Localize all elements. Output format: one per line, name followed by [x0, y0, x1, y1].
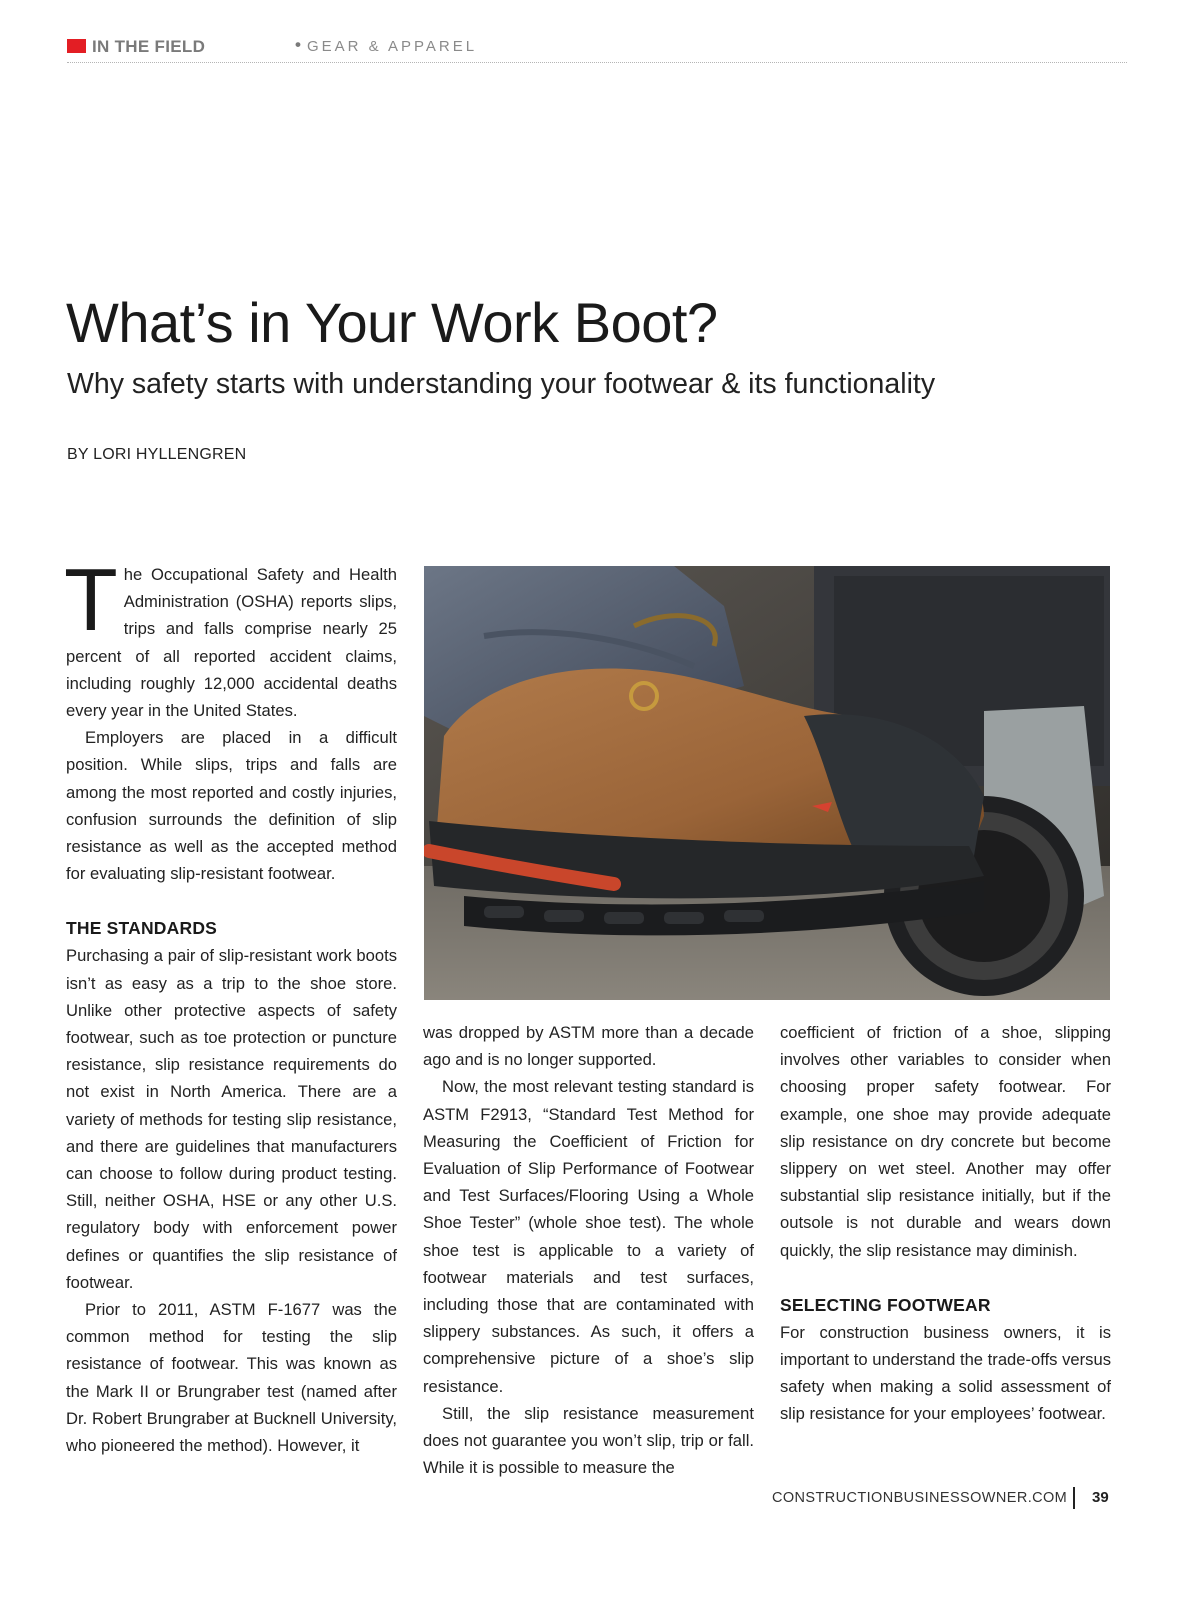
column-2 — [423, 1019, 754, 1481]
section-separator: • — [295, 35, 301, 54]
heading-the-standards: THE STANDARDS — [66, 918, 218, 939]
paragraph: Now, the most relevant testing standard is ASTM F2913, “Standard Test Method for Measuring the Coefficient of Friction for Evaluation of Slip Performance of Footwear and Test Surfaces/Flooring Using a Whole Shoe Tester” (whole shoe test). The whole shoe test is applicable to a variety of footwear materials and test surfaces, including those that are contaminated with slippery substances. As such, it offers a comprehensive picture of a shoe’s slip resistance. — [423, 1077, 754, 1396]
work-boot-icon — [424, 566, 1110, 1000]
article-title: What’s in Your Work Boot? — [66, 291, 718, 354]
column-1 — [64, 550, 397, 1459]
header-divider — [67, 62, 1127, 63]
article-subtitle: Why safety starts with understanding your footwear & its functionality — [67, 368, 936, 400]
footer-divider — [1073, 1487, 1075, 1509]
paragraph: coefficient of friction of a shoe, slipping involves other variables to consider when choosing proper safety footwear. For example, one shoe may provide adequate slip resistance on dry concrete but become slippery on wet steel. Another may offer substantial slip resistance initially, but if the outsole is not durable and wears down quickly, the slip resistance may diminish. — [780, 1023, 1111, 1260]
paragraph: Still, the slip resistance measurement does not guarantee you won’t slip, trip or fall. While it is possible to measure the — [423, 1403, 754, 1478]
heading-selecting-footwear: SELECTING FOOTWEAR — [780, 1294, 991, 1315]
paragraph-text: he Occupational Safety and Health Administration (OSHA) reports slips, trips and falls comprise nearly 25 percent of all reported accident claims, including roughly 12,000 accidental deaths every year in the United States. — [66, 565, 397, 721]
drop-cap: T — [64, 550, 118, 649]
column-3 — [780, 1019, 1111, 1428]
section-label: IN THE FIELD — [92, 37, 206, 56]
section-marker — [67, 39, 86, 53]
paragraph: Employers are placed in a difficult position. While slips, trips and falls are among the most reported and costly injuries, confusion surrounds the definition of slip resistance as well as the accepted method for evaluating slip-resistant footwear. — [66, 728, 397, 884]
subsection-label: GEAR & APPAREL — [307, 38, 478, 55]
byline: BY LORI HYLLENGREN — [67, 446, 247, 463]
paragraph — [64, 550, 397, 724]
paragraph: Purchasing a pair of slip-resistant work boots isn’t as easy as a trip to the shoe store. Unlike other protective aspects of safety footwear, such as toe protection or puncture resistance, slip resistance requirements do not exist in North America. There are a variety of methods for testing slip resistance, and there are guidelines that manufacturers can choose to follow during product testing. Still, neither OSHA, HSE or any other U.S. regulatory body with enforcement power defines or quantifies the slip resistance of footwear. — [66, 946, 397, 1292]
footer-website: CONSTRUCTIONBUSINESSOWNER.COM — [772, 1490, 1068, 1506]
page-number: 39 — [1092, 1489, 1109, 1506]
section-header — [67, 36, 1127, 66]
paragraph: Prior to 2011, ASTM F-1677 was the common method for testing the slip resistance of footwear. This was known as the Mark II or Brungraber test (named after Dr. Robert Brungraber at Bucknell University, who pioneered the method). However, it — [66, 1300, 397, 1456]
paragraph: was dropped by ASTM more than a decade ago and is no longer supported. — [423, 1023, 754, 1070]
paragraph: For construction business owners, it is important to understand the trade-offs versus safety when making a solid assessment of slip resistance for your employees’ footwear. — [780, 1322, 1111, 1424]
work-boot-photo — [424, 566, 1110, 1000]
